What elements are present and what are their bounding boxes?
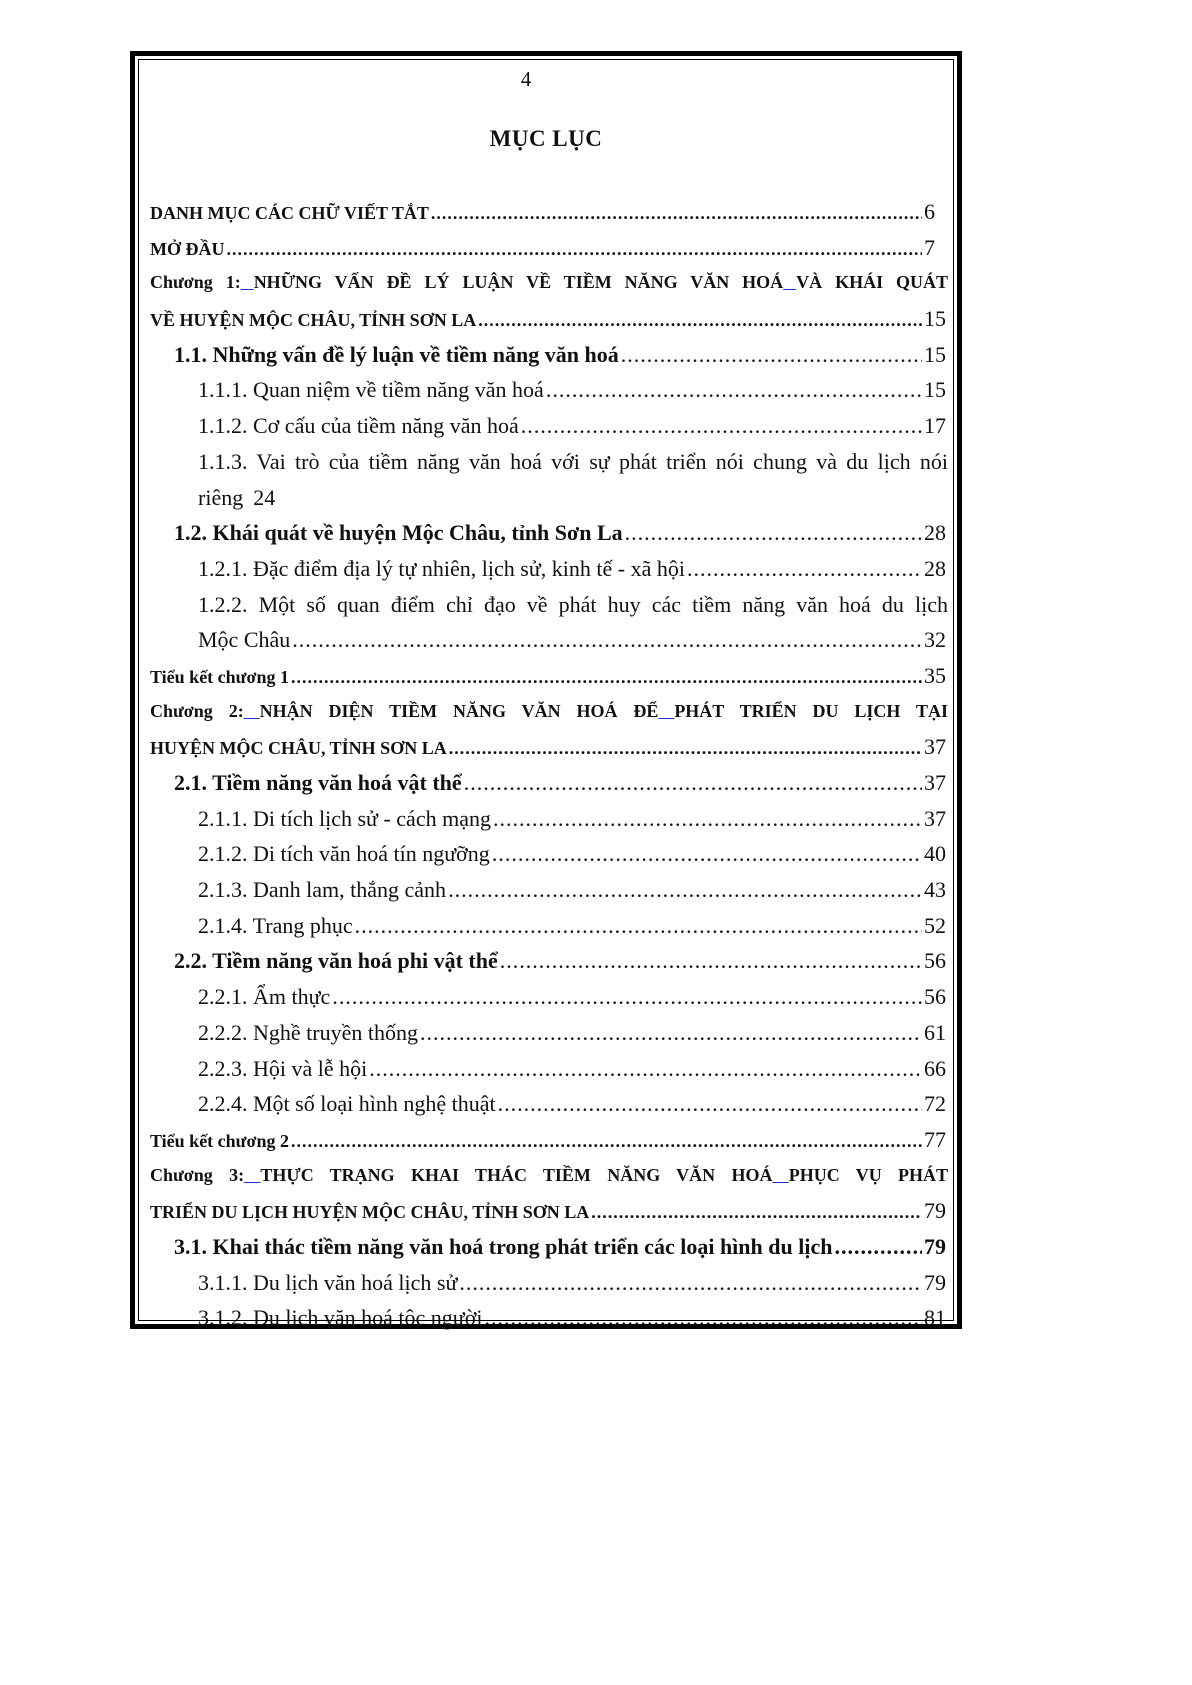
toc-entry-label: 2.1.2. Di tích văn hoá tín ngưỡng — [198, 841, 490, 867]
chapter-title-part2: PHÁT TRIỂN DU LỊCH TẠI — [674, 700, 948, 721]
toc-entry-page: 15 — [924, 306, 946, 332]
field-mark — [244, 1165, 260, 1185]
toc-entry-section-1-2[interactable] — [150, 515, 948, 551]
chapter-title-part1: NHỮNG VẤN ĐỀ LÝ LUẬN VỀ TIỀM NĂNG VĂN HOÁ — [253, 272, 784, 293]
toc-entry-1-2-2-line1[interactable]: 1.2.2. Một số quan điểm chỉ đạo về phát huy các tiềm năng văn hoá du lịch — [198, 591, 948, 617]
toc-entry-label: 1.1. Những vấn đề lý luận về tiềm năng văn hoá — [174, 341, 619, 367]
dot-leader — [500, 943, 922, 979]
toc-entry-page: 81 — [924, 1305, 946, 1331]
dot-leader — [625, 515, 922, 551]
dot-leader — [464, 765, 922, 801]
toc-entry-page: 35 — [924, 662, 946, 688]
toc-entry-2-2-4[interactable] — [150, 1086, 948, 1122]
dot-leader — [292, 622, 922, 658]
page-number: 4 — [520, 67, 532, 91]
toc-entry-label: MỞ ĐẦU — [150, 238, 225, 259]
toc-entry-page: 15 — [924, 377, 946, 403]
toc-entry-chapter-3-line2[interactable] — [150, 1193, 948, 1229]
toc-entry-chapter-1-line1[interactable] — [150, 265, 948, 301]
toc-entry-page: 79 — [924, 1269, 946, 1295]
chapter-title-part2: PHỤC VỤ PHÁT — [788, 1164, 948, 1185]
page-border-frame — [130, 51, 962, 1329]
toc-entry-page: 17 — [924, 413, 946, 439]
dot-leader — [834, 1229, 922, 1265]
dot-leader — [431, 196, 922, 232]
chapter-prefix: Chương 2: — [150, 700, 244, 721]
toc-entry-page: 61 — [924, 1019, 946, 1045]
toc-entry-label: VỀ HUYỆN MỘC CHÂU, TỈNH SƠN LA — [150, 310, 477, 331]
toc-entry-2-1-1[interactable] — [150, 801, 948, 837]
toc-entry-label: HUYỆN MỘC CHÂU, TỈNH SƠN LA — [150, 738, 447, 759]
toc-entry-introduction[interactable] — [150, 230, 948, 266]
toc-entry-label: 3.1.2. Du lịch văn hoá tộc người — [198, 1305, 483, 1331]
toc-entry-page: 56 — [924, 984, 946, 1010]
chapter-title-part2: VÀ KHÁI QUÁT — [796, 272, 949, 293]
dot-leader — [369, 1051, 922, 1087]
toc-entry-label: Mộc Châu — [198, 627, 291, 653]
toc-list — [150, 194, 948, 1336]
toc-entry-3-1-2[interactable] — [150, 1300, 948, 1336]
toc-entry-label: 2.2. Tiềm năng văn hoá phi vật thể — [174, 948, 498, 974]
toc-entry-label: TRIỂN DU LỊCH HUYỆN MỘC CHÂU, TỈNH SƠN LA — [150, 1202, 590, 1223]
dot-leader — [687, 551, 922, 587]
toc-entry-page: 79 — [924, 1198, 946, 1224]
toc-entry-summary-chapter-1[interactable] — [150, 658, 948, 694]
toc-entry-abbreviations[interactable] — [150, 194, 948, 230]
dot-leader — [291, 1124, 922, 1160]
toc-entry-2-2-2[interactable] — [150, 1015, 948, 1051]
chapter-prefix: Chương 1: — [150, 272, 241, 293]
chapter-title-part1: THỰC TRẠNG KHAI THÁC TIỀM NĂNG VĂN HOÁ — [260, 1164, 773, 1185]
field-mark — [783, 272, 796, 292]
toc-entry-page: 72 — [924, 1091, 946, 1117]
dot-leader — [478, 303, 922, 339]
toc-entry-label: 2.1. Tiềm năng văn hoá vật thể — [174, 770, 462, 795]
toc-entry-label: DANH MỤC CÁC CHỮ VIẾT TẮT — [150, 203, 429, 223]
toc-entry-3-1-1[interactable] — [150, 1265, 948, 1301]
toc-entry-label: riêng — [198, 484, 244, 510]
toc-entry-label: 2.1.4. Trang phục — [198, 912, 353, 938]
toc-entry-label: 2.2.3. Hội và lễ hội — [198, 1055, 368, 1081]
toc-entry-label: 2.2.1. Ẩm thực — [198, 984, 331, 1010]
dot-leader — [291, 660, 922, 696]
dot-leader — [591, 1195, 922, 1231]
toc-entry-page: 24 — [253, 484, 276, 510]
dot-leader — [621, 337, 922, 373]
field-mark — [244, 701, 260, 721]
toc-entry-label: 2.1.3. Danh lam, thắng cảnh — [198, 877, 447, 903]
toc-entry-1-1-2[interactable] — [150, 408, 948, 444]
toc-entry-chapter-2-line2[interactable] — [150, 729, 948, 765]
field-mark — [241, 272, 254, 292]
dot-leader — [492, 836, 922, 872]
toc-entry-1-1-1[interactable] — [150, 372, 948, 408]
toc-entry-label: 2.2.2. Nghề truyền thống — [198, 1019, 418, 1045]
dot-leader — [448, 872, 922, 908]
toc-entry-page: 7 — [924, 234, 935, 260]
toc-entry-label: Tiểu kết chương 2 — [150, 1130, 289, 1151]
toc-entry-label: 1.1.1. Quan niệm về tiềm năng văn hoá — [198, 377, 544, 403]
toc-entry-section-3-1[interactable] — [150, 1229, 948, 1265]
field-mark — [658, 701, 674, 721]
chapter-title-part1: NHẬN DIỆN TIỀM NĂNG VĂN HOÁ ĐỂ — [259, 700, 659, 721]
toc-entry-page: 37 — [924, 734, 946, 760]
toc-entry-page: 66 — [924, 1055, 946, 1081]
toc-entry-page: 37 — [924, 770, 946, 795]
toc-title: MỤC LỤC — [489, 126, 603, 151]
toc-entry-page: 52 — [924, 912, 946, 938]
toc-entry-label: 1.2.1. Đặc điểm địa lý tự nhiên, lịch sử, kinh tế - xã hội — [198, 555, 685, 581]
dot-leader — [546, 372, 922, 408]
toc-entry-label: 3.1.1. Du lịch văn hoá lịch sử — [198, 1269, 458, 1295]
toc-entry-page: 32 — [924, 627, 946, 653]
toc-entry-1-1-3-line1[interactable]: 1.1.3. Vai trò của tiềm năng văn hoá với sự phát triển nói chung và du lịch nói — [198, 448, 948, 474]
toc-entry-1-2-1[interactable] — [150, 551, 948, 587]
toc-entry-page: 40 — [924, 841, 946, 867]
toc-entry-2-2-1[interactable] — [150, 979, 948, 1015]
dot-leader — [459, 1265, 922, 1301]
toc-entry-2-1-4[interactable] — [150, 908, 948, 944]
dot-leader — [521, 408, 922, 444]
toc-entry-page: 56 — [924, 948, 946, 974]
dot-leader — [484, 1300, 922, 1336]
toc-entry-section-2-1[interactable] — [150, 765, 948, 801]
toc-entry-2-1-3[interactable] — [150, 872, 948, 908]
dot-leader — [332, 979, 922, 1015]
toc-entry-page: 15 — [924, 341, 946, 367]
dot-leader — [449, 731, 922, 767]
toc-entry-2-2-3[interactable] — [150, 1051, 948, 1087]
toc-entry-label: Tiểu kết chương 1 — [150, 666, 289, 687]
toc-entry-page: 6 — [924, 199, 935, 224]
toc-entry-summary-chapter-2[interactable] — [150, 1122, 948, 1158]
toc-entry-page: 43 — [924, 877, 946, 903]
dot-leader — [420, 1015, 922, 1051]
toc-entry-label: 1.1.2. Cơ cấu của tiềm năng văn hoá — [198, 413, 519, 439]
dot-leader — [355, 908, 922, 944]
dot-leader — [498, 1086, 922, 1122]
toc-entry-page: 79 — [924, 1233, 946, 1259]
toc-entry-section-2-2[interactable] — [150, 943, 948, 979]
toc-entry-label: 2.2.4. Một số loại hình nghệ thuật — [198, 1091, 496, 1117]
toc-entry-1-1-3-line2[interactable] — [150, 480, 948, 516]
toc-entry-section-1-1[interactable] — [150, 337, 948, 373]
dot-leader — [493, 801, 922, 837]
toc-entry-chapter-2-line1[interactable] — [150, 694, 948, 730]
toc-entry-chapter-3-line1[interactable] — [150, 1158, 948, 1194]
toc-entry-page: 37 — [924, 805, 946, 831]
toc-entry-page: 28 — [924, 555, 946, 581]
toc-entry-label: 1.2. Khái quát về huyện Mộc Châu, tỉnh Sơn La — [174, 520, 623, 546]
toc-entry-2-1-2[interactable] — [150, 836, 948, 872]
toc-entry-label: 2.1.1. Di tích lịch sử - cách mạng — [198, 805, 491, 831]
toc-entry-page: 77 — [924, 1126, 946, 1152]
toc-entry-chapter-1-line2[interactable] — [150, 301, 948, 337]
chapter-prefix: Chương 3: — [150, 1164, 245, 1185]
toc-entry-1-2-2-line2[interactable] — [150, 622, 948, 658]
toc-entry-page: 28 — [924, 520, 946, 546]
dot-leader — [227, 232, 923, 268]
field-mark — [772, 1165, 788, 1185]
toc-entry-label: 3.1. Khai thác tiềm năng văn hoá trong phát triển các loại hình du lịch — [174, 1233, 833, 1259]
